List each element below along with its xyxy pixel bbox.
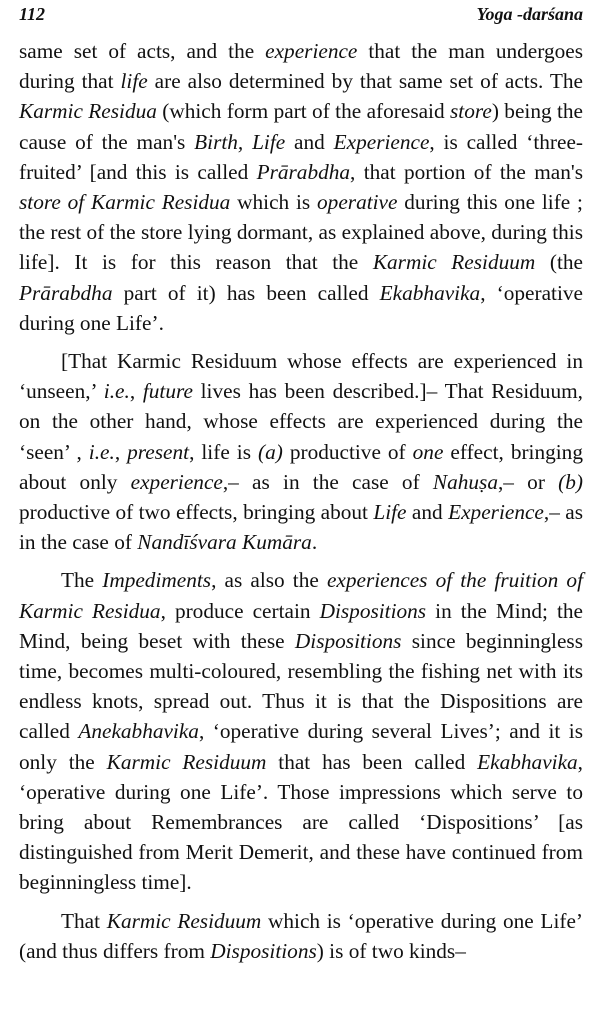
text-run: that the man undergoes during that bbox=[19, 39, 583, 94]
italic-text: Prārabdha bbox=[256, 159, 351, 184]
italic-text: present bbox=[127, 439, 190, 464]
text-run: . bbox=[311, 530, 318, 555]
italic-text: Anekabhavika bbox=[78, 719, 199, 744]
italic-text: i.e. bbox=[103, 379, 130, 404]
body-text bbox=[19, 36, 583, 966]
italic-text: i.e. bbox=[88, 439, 115, 464]
text-run: which is ‘operative during one Life’ (and thus differs from bbox=[19, 908, 583, 963]
text-run: , bbox=[114, 439, 128, 464]
text-run: ,– as in the case of bbox=[19, 500, 583, 555]
text-run: that has been called bbox=[266, 749, 478, 774]
text-run: ) being the cause of the man's bbox=[19, 99, 584, 154]
italic-text: Life bbox=[373, 500, 407, 525]
running-title: Yoga -darśana bbox=[476, 4, 583, 24]
italic-text: store of Karmic Residua bbox=[19, 190, 231, 215]
italic-text: experience bbox=[265, 39, 358, 63]
text-run: , that portion of the man's bbox=[350, 159, 583, 184]
italic-text: Ekabhavika bbox=[379, 280, 481, 305]
text-run: , ‘operative during several Lives’; and it is only the bbox=[19, 719, 583, 774]
italic-text: Karmic Residua bbox=[19, 99, 157, 124]
text-run: in the Mind; the Mind, being beset with these bbox=[19, 598, 584, 653]
text-run: (which form part of the aforesaid bbox=[156, 99, 451, 124]
italic-text: Impediments bbox=[102, 568, 212, 593]
italic-text: store bbox=[450, 99, 492, 124]
text-run: ) is of two kinds– bbox=[316, 938, 466, 963]
italic-text: Dispositions bbox=[210, 938, 317, 963]
text-run: productive of two effects, bringing about bbox=[19, 500, 374, 525]
italic-text: experience bbox=[130, 469, 223, 494]
italic-text: Karmic Residuum bbox=[106, 749, 267, 774]
text-run: are also determined by that same set of acts. The bbox=[147, 69, 584, 94]
text-run: [That Karmic Residuum whose effects are experienced in ‘unseen,’ bbox=[19, 349, 583, 404]
text-run: which is bbox=[230, 190, 318, 215]
text-run: , ‘operative during one Life’. bbox=[19, 280, 583, 335]
italic-text: Birth, Life bbox=[194, 129, 286, 154]
text-run: , bbox=[129, 379, 143, 404]
text-run: and bbox=[406, 500, 449, 525]
text-run: (the bbox=[535, 250, 583, 275]
text-run: , life is bbox=[189, 439, 258, 464]
italic-text: Prārabdha bbox=[19, 280, 113, 305]
italic-text: one bbox=[412, 439, 444, 464]
italic-text: Dispositions bbox=[319, 598, 427, 623]
text-run: same set of acts, and the bbox=[19, 39, 266, 63]
italic-text: life bbox=[120, 69, 148, 94]
italic-text: Ekabhavika bbox=[477, 749, 578, 774]
paragraph-3 bbox=[19, 565, 583, 897]
text-run: , produce certain bbox=[160, 598, 320, 623]
text-run: The bbox=[61, 568, 103, 593]
italic-text: Karmic Residuum bbox=[372, 250, 536, 275]
text-run: productive of bbox=[282, 439, 413, 464]
italic-text: (b) bbox=[558, 469, 583, 494]
page-number: 112 bbox=[19, 4, 46, 24]
text-run: ,– or bbox=[497, 469, 559, 494]
text-run: effect, bringing about only bbox=[19, 439, 583, 494]
paragraph-4 bbox=[19, 906, 583, 966]
text-run: since beginningless time, becomes multi-coloured, resembling the fishing net with its endless knots, spread out. Thus it is that the Dispositions are called bbox=[19, 628, 583, 744]
text-run: , is called ‘three-fruited’ [and this is called bbox=[19, 129, 583, 184]
italic-text: future bbox=[142, 379, 193, 404]
italic-text: Experience bbox=[333, 129, 430, 154]
italic-text: Dispositions bbox=[294, 628, 402, 653]
text-run: part of it) has been called bbox=[112, 280, 380, 305]
text-run: lives has been described.]– That Residuum, on the other hand, whose effects are experienced during the ‘seen’ , bbox=[19, 379, 583, 464]
italic-text: (a) bbox=[257, 439, 283, 464]
italic-text: Karmic Residuum bbox=[106, 908, 262, 933]
text-run: , ‘operative during one Life’. Those impressions which serve to bring about Remembrances are called ‘Dispositions’ [as distinguished from Merit Demerit, and these have continued from beginningless time]. bbox=[19, 749, 583, 895]
italic-text: operative bbox=[317, 190, 398, 215]
italic-text: Experience bbox=[448, 500, 544, 525]
paragraph-2 bbox=[19, 346, 583, 557]
italic-text: Nandīśvara Kumāra bbox=[137, 530, 312, 555]
text-run: during this one life ; the rest of the store lying dormant, as explained above, during this life]. It is for this reason that the bbox=[19, 190, 583, 275]
paragraph-1 bbox=[19, 36, 583, 338]
running-head bbox=[19, 4, 583, 36]
italic-text: Nahuṣa bbox=[432, 469, 498, 494]
text-run: and bbox=[285, 129, 334, 154]
text-run: That bbox=[61, 908, 107, 933]
text-run: , as also the bbox=[211, 568, 327, 593]
text-run: ,– as in the case of bbox=[222, 469, 433, 494]
italic-text: experiences of the fruition of Karmic Residua bbox=[19, 568, 583, 623]
